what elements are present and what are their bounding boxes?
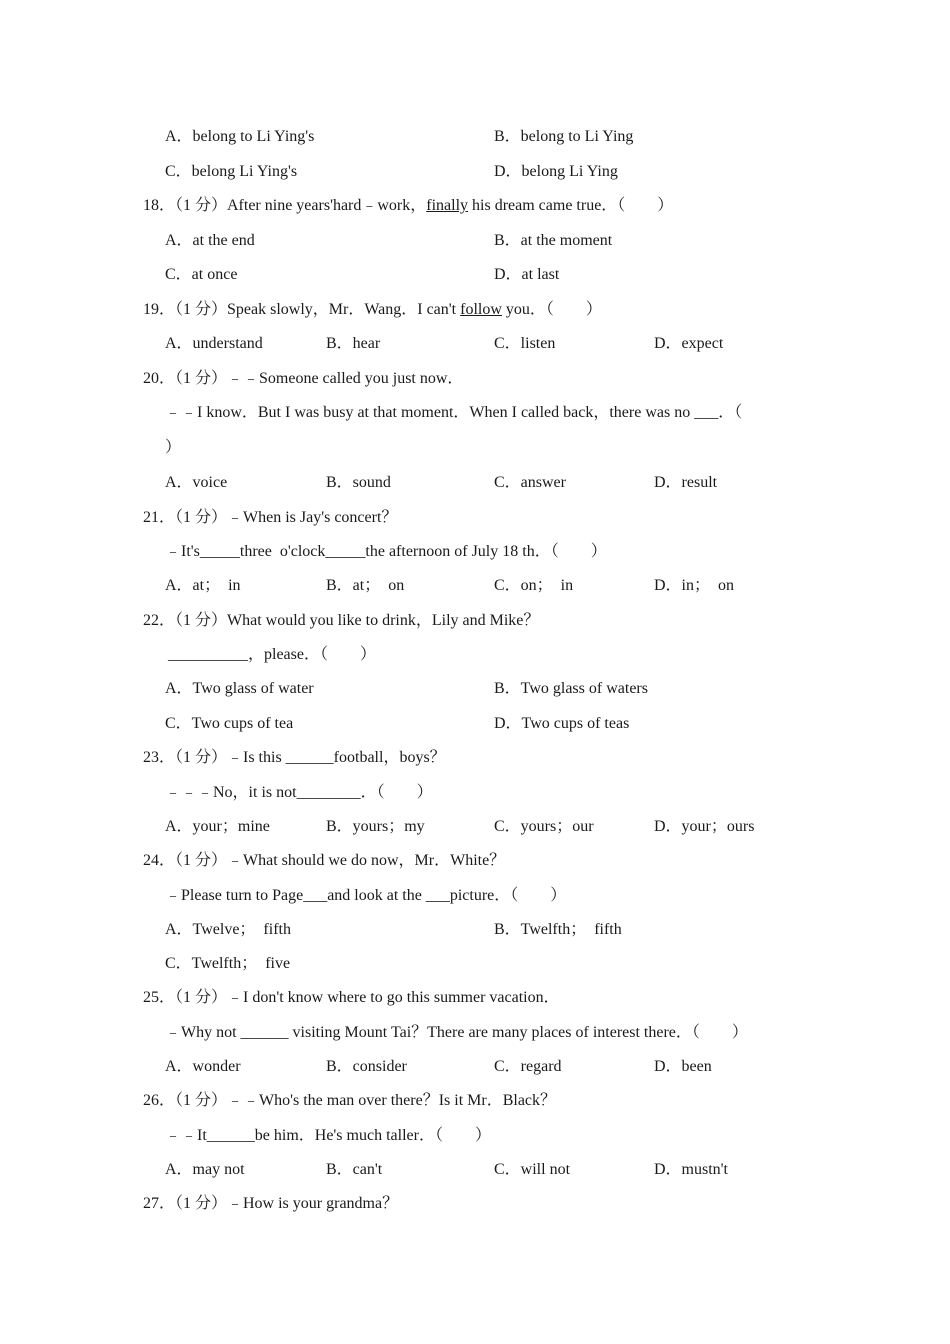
q19-option-c: C．listen bbox=[494, 335, 556, 352]
q17-option-b: B．belong to Li Ying bbox=[494, 128, 634, 145]
q17-option-c: C．belong Li Ying's bbox=[165, 163, 298, 180]
q20-line2: ﹣﹣I know．But I was busy at that moment．When I called back，there was no ___．（ bbox=[165, 404, 743, 421]
q19-option-d: D．expect bbox=[654, 335, 724, 352]
q23-option-b: B．yours；my bbox=[326, 818, 425, 835]
q19-option-a: A．understand bbox=[165, 335, 263, 352]
q27-stem: 27．（1 分）﹣How is your grandma？ bbox=[143, 1195, 399, 1212]
q17-option-a: A．belong to Li Ying's bbox=[165, 128, 315, 145]
q21-line2: ﹣It's_____three o'clock_____the afternoon of July 18 th．（ ） bbox=[165, 543, 607, 560]
q22-line2: __________，please．（ ） bbox=[168, 646, 376, 663]
q21-option-a: A．at； in bbox=[165, 577, 241, 594]
q26-option-b: B．can't bbox=[326, 1161, 383, 1178]
q20-line3: ） bbox=[165, 439, 182, 456]
q25-option-a: A．wonder bbox=[165, 1058, 241, 1075]
q24-option-c: C．Twelfth； five bbox=[165, 955, 291, 972]
q26-option-a: A．may not bbox=[165, 1161, 245, 1178]
q22-stem: 22．（1 分）What would you like to drink，Lily and Mike？ bbox=[143, 612, 540, 629]
q19-stem-post: you．（ ） bbox=[501, 301, 602, 318]
q19-underlined-word: follow bbox=[460, 301, 502, 318]
q26-line2: ﹣﹣It______be him．He's much taller．（ ） bbox=[165, 1127, 491, 1144]
q23-line2: ﹣﹣﹣No，it is not________．（ ） bbox=[165, 784, 433, 801]
q26-stem: 26．（1 分）﹣﹣Who's the man over there？Is it Mr．Black？ bbox=[143, 1092, 557, 1109]
q19-option-b: B．hear bbox=[326, 335, 381, 352]
q21-stem: 21．（1 分）﹣When is Jay's concert？ bbox=[143, 509, 398, 526]
q24-stem: 24．（1 分）﹣What should we do now，Mr．White？ bbox=[143, 852, 506, 869]
q25-option-c: C．regard bbox=[494, 1058, 562, 1075]
q25-stem: 25．（1 分）﹣I don't know where to go this summer vacation． bbox=[143, 989, 560, 1006]
q26-option-c: C．will not bbox=[494, 1161, 571, 1178]
q25-option-b: B．consider bbox=[326, 1058, 407, 1075]
q22-option-c: C．Two cups of tea bbox=[165, 715, 294, 732]
q21-option-d: D．in； on bbox=[654, 577, 735, 594]
q18-stem-post: his dream came true．（ ） bbox=[468, 197, 674, 214]
q20-option-a: A．voice bbox=[165, 474, 228, 491]
q22-option-d: D．Two cups of teas bbox=[494, 715, 630, 732]
q21-option-b: B．at； on bbox=[326, 577, 405, 594]
q17-option-d: D．belong Li Ying bbox=[494, 163, 618, 180]
q18-option-b: B．at the moment bbox=[494, 232, 613, 249]
q26-option-d: D．mustn't bbox=[654, 1161, 729, 1178]
q24-line2: ﹣Please turn to Page___and look at the ___picture．（ ） bbox=[165, 887, 567, 904]
q23-option-d: D．your；ours bbox=[654, 818, 755, 835]
q21-option-c: C．on； in bbox=[494, 577, 574, 594]
q23-option-a: A．your；mine bbox=[165, 818, 270, 835]
q23-option-c: C．yours；our bbox=[494, 818, 594, 835]
q24-option-b: B．Twelfth； fifth bbox=[494, 921, 622, 938]
q25-option-d: D．been bbox=[654, 1058, 712, 1075]
q20-option-d: D．result bbox=[654, 474, 718, 491]
q25-line2: ﹣Why not ______ visiting Mount Tai？There are many places of interest there．（ ） bbox=[165, 1024, 748, 1041]
q18-option-d: D．at last bbox=[494, 266, 560, 283]
q18-underlined-word: finally bbox=[426, 197, 469, 214]
q24-option-a: A．Twelve； fifth bbox=[165, 921, 291, 938]
q18-stem bbox=[143, 196, 673, 216]
q22-option-a: A．Two glass of water bbox=[165, 680, 314, 697]
q20-option-c: C．answer bbox=[494, 474, 566, 491]
q18-option-a: A．at the end bbox=[165, 232, 255, 249]
q19-stem-pre: 19．（1 分）Speak slowly，Mr．Wang．I can't bbox=[143, 301, 461, 318]
q20-option-b: B．sound bbox=[326, 474, 391, 491]
q23-stem: 23．（1 分）﹣Is this ______football，boys？ bbox=[143, 749, 446, 766]
q20-stem: 20．（1 分）﹣﹣Someone called you just now． bbox=[143, 370, 464, 387]
q18-option-c: C．at once bbox=[165, 266, 238, 283]
q19-stem bbox=[143, 300, 602, 320]
q18-stem-pre: 18．（1 分）After nine years'hard﹣work， bbox=[143, 197, 427, 214]
q22-option-b: B．Two glass of waters bbox=[494, 680, 648, 697]
